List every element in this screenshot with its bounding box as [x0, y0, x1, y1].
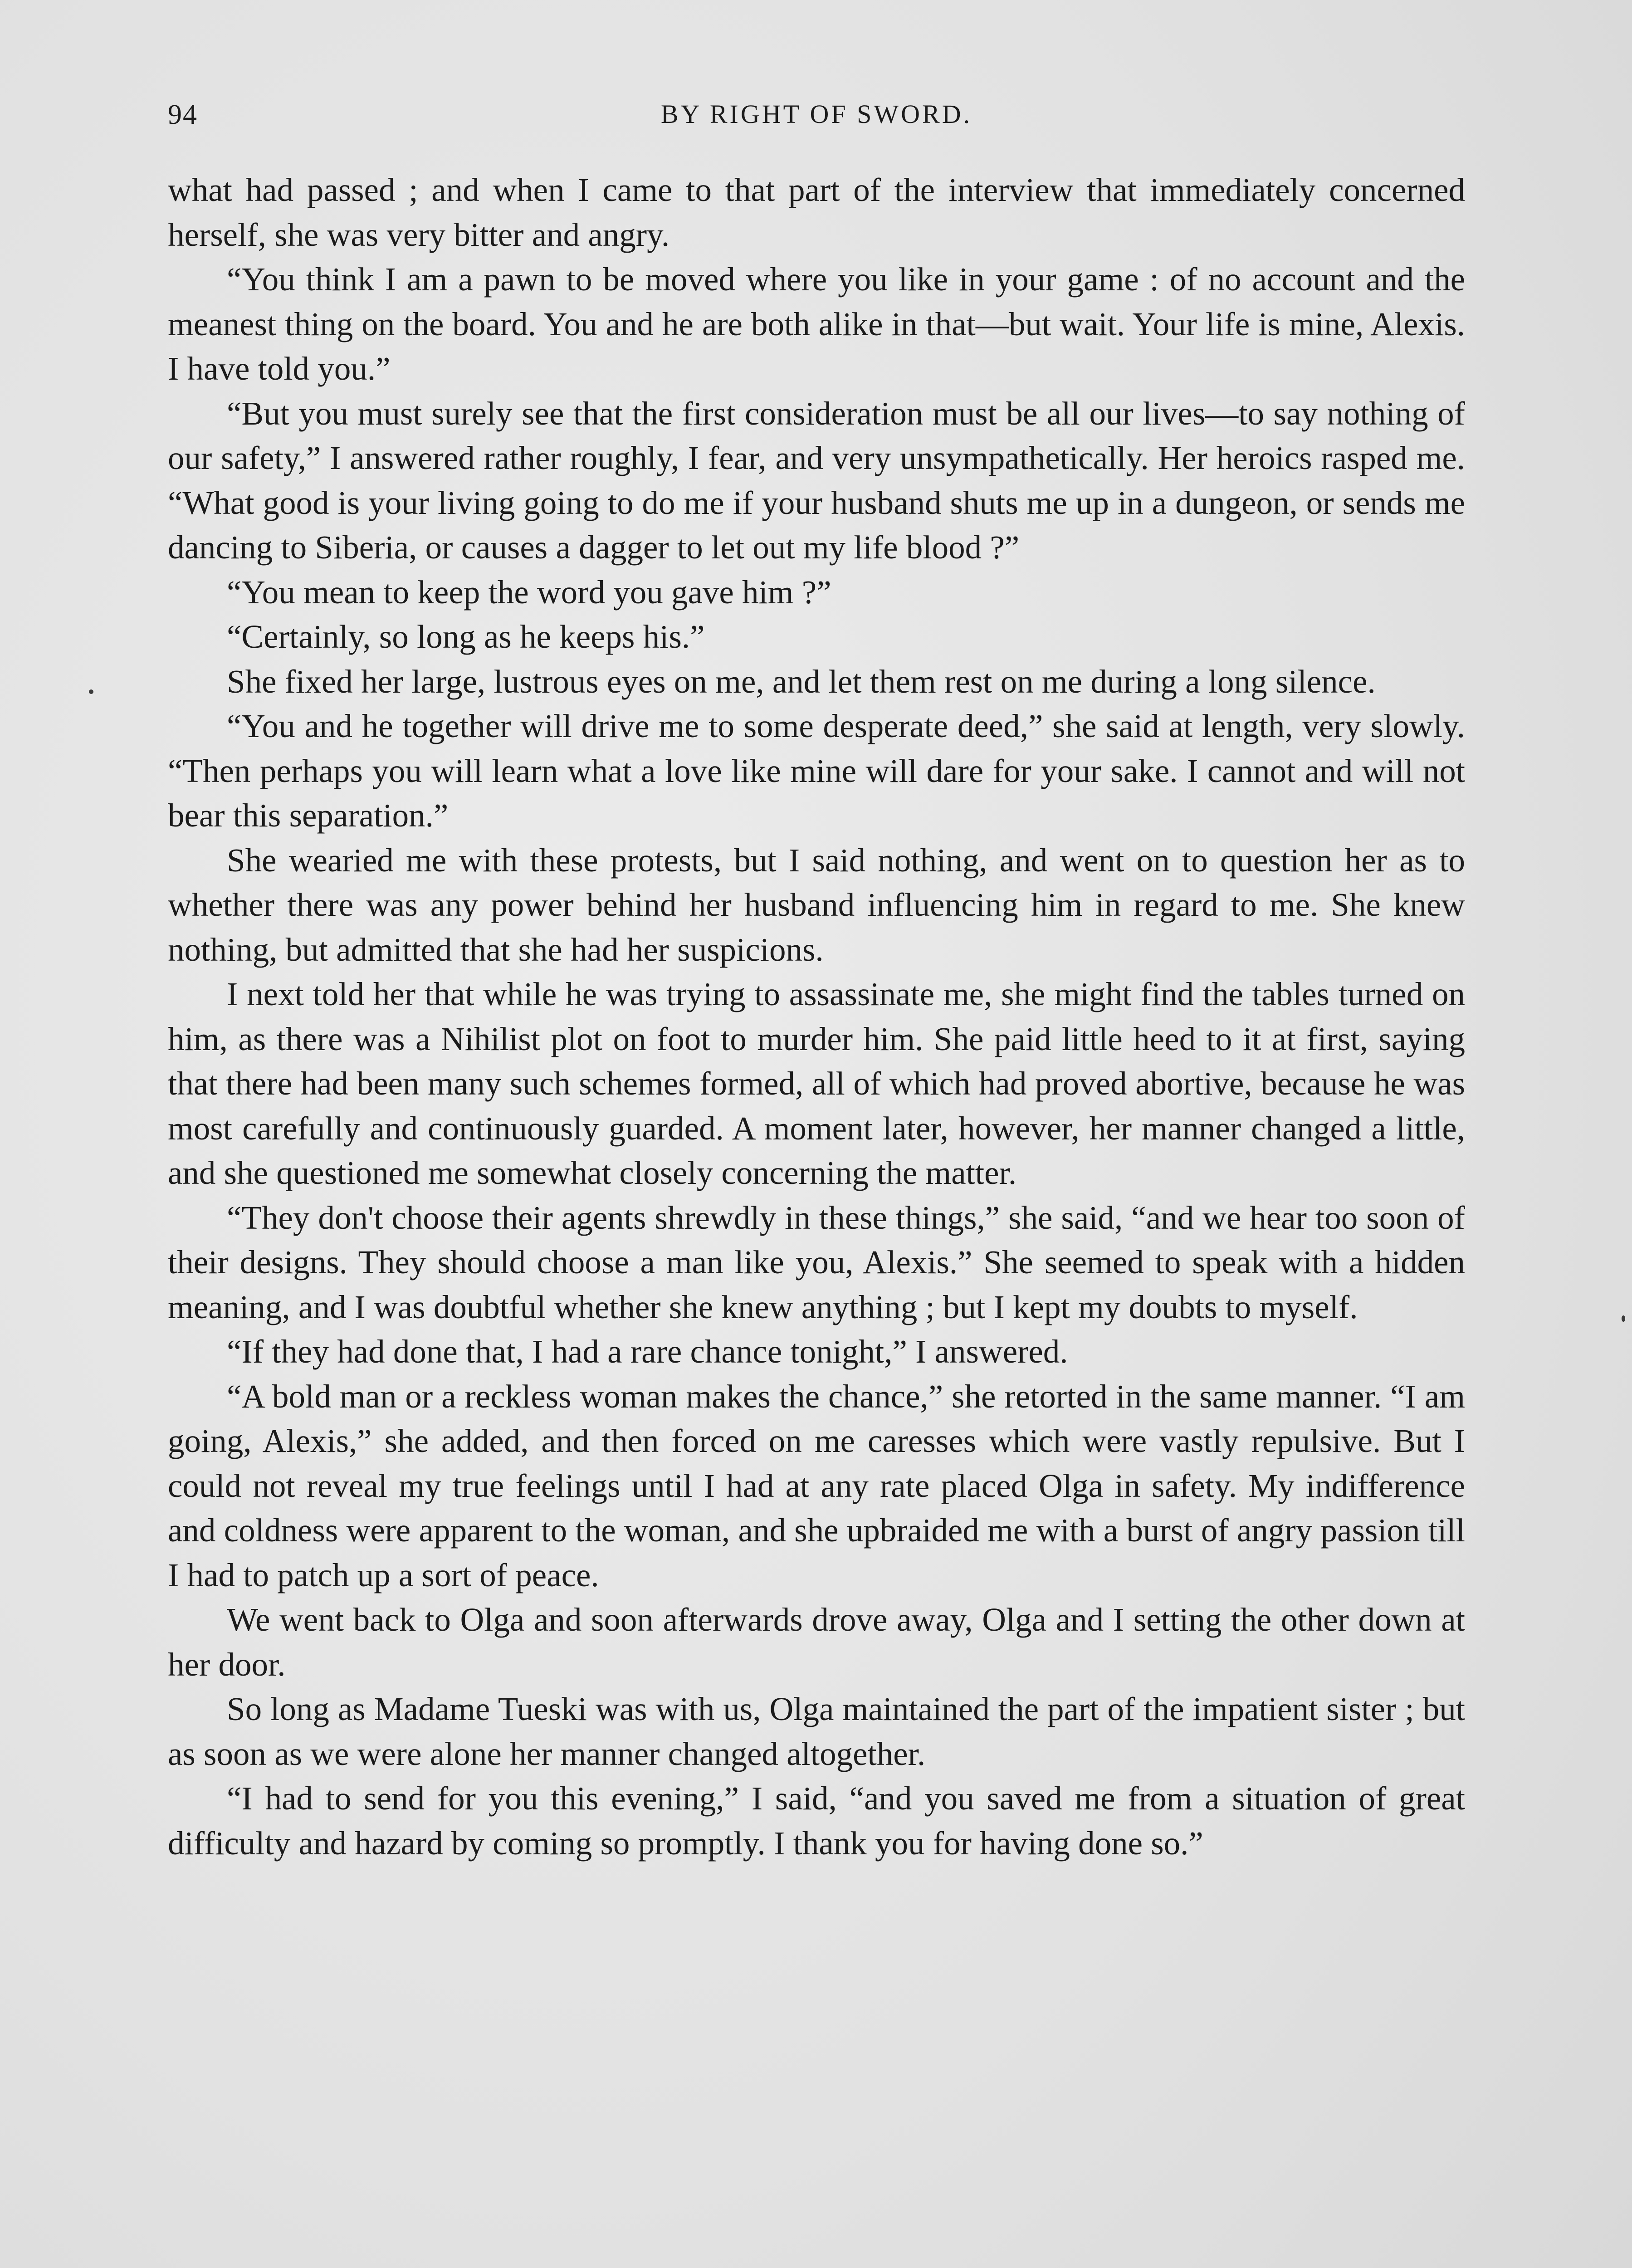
paragraph: “You think I am a pawn to be moved where you like in your game : of no account and the meanest thing on the board. You and he are both alike in that—but wait. Your life is mine, Alexis. I have told you.” — [168, 261, 1465, 387]
paragraph: “You mean to keep the word you gave him ?” — [227, 573, 831, 611]
paragraph: So long as Madame Tueski was with us, Olga maintained the part of the impatient sister ; but as soon as we were alone her manner changed altogether. — [168, 1691, 1465, 1772]
paragraph: “You and he together will drive me to some desperate deed,” she said at length, very slowly. “Then perhaps you will learn what a love like mine will dare for your sake. I cannot and will not bear this separation.” — [168, 708, 1465, 834]
paragraph: “But you must surely see that the first consideration must be all our lives—to say nothing of our safety,” I answered rather roughly, I fear, and very unsympathetically. Her heroics rasped me. “What good is your living going to do me if your husband shuts me up in a dungeon, or sends me dancing to Siberia, or causes a dagger to let out my life blood ?” — [168, 395, 1465, 566]
paragraph: “They don't choose their agents shrewdly in these things,” she said, “and we hear too soon of their designs. They should choose a man like you, Alexis.” She seemed to speak with a hidden meaning, and I was doubtful whether she knew anything ; but I kept my doubts to myself. — [168, 1199, 1465, 1325]
paragraph: what had passed ; and when I came to that part of the interview that immediately concerned herself, she was very bitter and angry. — [168, 171, 1465, 253]
paragraph: “If they had done that, I had a rare chance tonight,” I answered. — [227, 1333, 1068, 1370]
paragraph: “A bold man or a reckless woman makes the chance,” she retorted in the same manner. “I am going, Alexis,” she added, and then forced on me caresses which were vastly repulsive. But I could not reveal my true feelings until I had at any rate placed Olga in safety. My indifference and coldness were apparent to the woman, and she upbraided me with a burst of angry passion till I had to patch up a sort of peace. — [168, 1378, 1465, 1593]
paragraph: I next told her that while he was trying to assassinate me, she might find the tables turned on him, as there was a Nihilist plot on foot to murder him. She paid little heed to it at first, saying that there had been many such schemes formed, all of which had proved abortive, because he was most carefully and continuously guarded. A moment later, however, her manner changed a little, and she questioned me somewhat closely concerning the matter. — [168, 976, 1465, 1191]
ink-speck — [89, 689, 93, 694]
page-number: 94 — [168, 99, 198, 130]
body-text — [168, 168, 1465, 1866]
paragraph: She wearied me with these protests, but I said nothing, and went on to question her as to whether there was any power behind her husband influencing him in regard to me. She knew nothing, but admitted that she had her suspicions. — [168, 841, 1465, 968]
paragraph: She fixed her large, lustrous eyes on me, and let them rest on me during a long silence. — [227, 663, 1376, 700]
paragraph: “I had to send for you this evening,” I said, “and you saved me from a situation of great difficulty and hazard by coming so promptly. I thank you for having done so.” — [168, 1780, 1465, 1862]
paragraph: We went back to Olga and soon afterwards drove away, Olga and I setting the other down at her door. — [168, 1601, 1465, 1683]
ink-speck — [1622, 1315, 1625, 1322]
paragraph: “Certainly, so long as he keeps his.” — [227, 618, 705, 655]
page-header — [168, 99, 1465, 140]
running-title: BY RIGHT OF SWORD. — [660, 99, 972, 129]
